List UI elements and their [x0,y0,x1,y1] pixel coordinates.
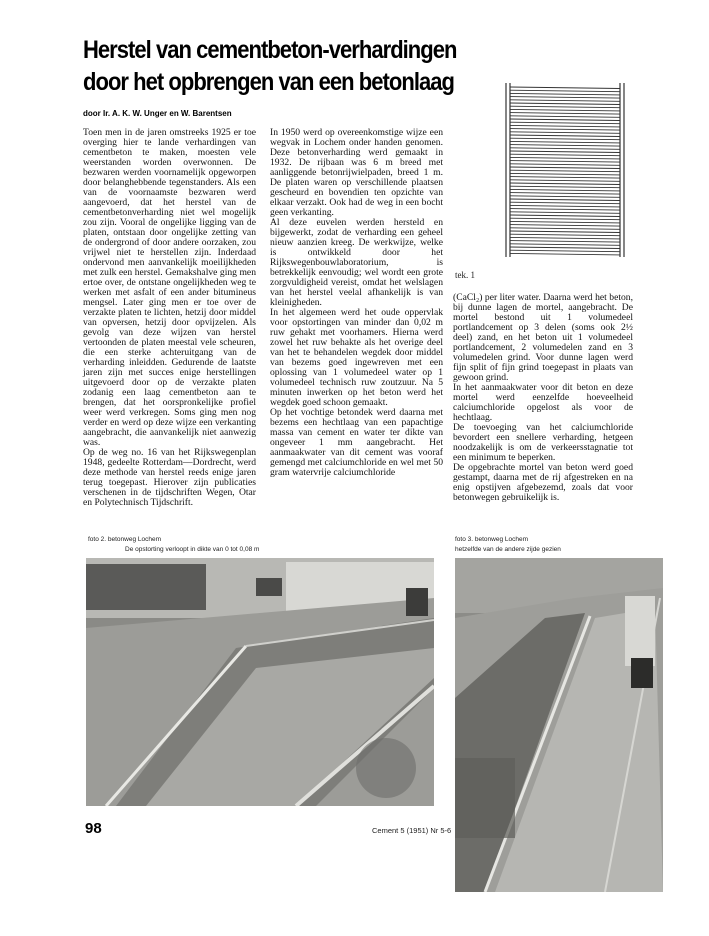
hatch-line [510,154,620,156]
text-column-3 [453,293,633,503]
hatch-line [510,244,620,246]
hatch-line [510,122,620,124]
paragraph: De toevoeging van het calciumchloride bevordert een snellere verharding, hetgeen noodzakelijk is om de verkeersstagnatie tot een minimum te beperken. [453,422,633,463]
hatch-line [510,170,620,172]
hatch-line [510,167,620,169]
hatch-line [510,164,620,166]
photo-2-caption-line-2: De opstorting verloopt in dikte van 0 tot 0,08 m [125,546,260,553]
hatch-line [510,202,620,204]
hatch-line [510,180,620,182]
hatch-line [510,234,620,236]
hatch-line [510,177,620,179]
paragraph: In 1950 werd op overeenkomstige wijze een wegvak in Lochem onder handen genomen. Deze betonverharding werd gemaakt in 1932. De rijbaan was 6 m breed met aanliggende betonrijwielpaden, breed 1 m. De platen waren op verschillende plaatsen gescheurd en bovendien ten opzichte van elkaar verzakt. Ook had de weg in een bocht geen verkanting. [270,127,443,218]
hatch-line [510,97,620,99]
hatch-line [510,250,620,252]
paragraph: Op het vochtige betondek werd daarna met bezems een hechtlaag van een papachtige massa van cement en water ter dikte van ongeveer 1 mm aangebracht. Het aanmaakwater van dit cement was vooraf gemengd met calciumchloride en wel met 50 gram watervrije calciumchloride [270,407,443,478]
hatch-line [510,106,620,108]
page-number: 98 [85,820,102,837]
photo-2-caption-line-1: foto 2. betonweg Lochem [88,536,161,543]
hatch-line [510,241,620,243]
hatch-line [510,189,620,191]
hatch-line [510,125,620,127]
figure-1-drawing [496,81,638,259]
hatch-line [510,205,620,207]
paragraph: (CaCl₂) per liter water. Daarna werd het beton, bij dunne lagen de mortel, aangebracht. De mortel bestond uit 1 volumedeel portlandcement op 3 delen (soms ook 2½ deel) zand, en het beton uit 1 volumedeel portlandcement, 2 volumedelen zand en 3 volumedelen grind. Voor dunne lagen werd fijn split of fijn grind toegepast in plaats van gewoon grind. [453,292,633,383]
figure-1-label: tek. 1 [455,270,475,280]
hatch-line [510,199,620,201]
hatch-line [510,135,620,137]
article-title [83,34,457,98]
hatch-line [510,100,620,102]
hatch-line [510,212,620,214]
hatch-line [510,138,620,140]
hatch-line [510,103,620,105]
hatch-line [510,228,620,230]
hatch-line [510,186,620,188]
hatch-line [510,113,620,115]
hatch-line [510,119,620,121]
hatch-line [510,196,620,198]
hatch-line [510,161,620,163]
paragraph: Al deze euvelen werden hersteld en bijgewerkt, zodat de verharding een geheel nieuw aanzien kreeg. De werkwijze, welke is ontwikkeld door het Rijkswegenbouwlaboratorium, is betrekkelijk eenvoudig; wel wordt een grote zorgvuldigheid vereist, omdat het welslagen van het herstel veelal afhankelijk is van kleinigheden. [270,217,443,308]
hatch-line [510,148,620,150]
title-line-1: Herstel van cementbeton-verhardingen [83,36,457,64]
photo-3-road-repair [455,558,663,892]
hatch-line [510,87,620,89]
paragraph: Toen men in de jaren omstreeks 1925 er toe overging hier te lande verhardingen van cementbeton te maken, moesten vele weerstanden worden overwonnen. De bezwaren werden voornamelijk opgeworpen door belanghebbende tegenstanders. Als een van de voornaamste bezwaren werd aangevoerd, dat het herstel van de cementbetonverharding niet wel mogelijk zou zijn. Vooral de ongelijke ligging van de platen, ontstaan door ongelijke zetting van de ondergrond of door andere oorzaken, zou vrijwel niet te herstellen zijn. Inderdaad ondervond men aanvankelijk moeilijkheden met zulk een herstel. Gemakshalve ging men ertoe over, de ontstane ongelijkheden weg te werken met asfalt of een ander bitumineus mengsel. Later ging men er toe over de verzakte platen te lichten, hetzij door middel van opversen, hetzij door opvijzelen. Als gevolg van deze wijzen van herstel vertoonden de platen meestal vele scheuren, die een sterke achteruitgang van de verharding inleidden. Gedurende de laatste jaren zijn met succes enige herstellingen uitgevoerd door op de verzakte platen zodanig een laag cementbeton aan te brengen, dat het oorspronkelijke profiel weer werd verkregen. Soms ging men nog verder en werd op deze wijze een verkanting aangebracht, die aanvankelijk niet aanwezig was. [83,127,256,448]
text-column-1 [83,128,256,508]
paragraph: Op de weg no. 16 van het Rijkswegenplan 1948, gedeelte Rotterdam—Dordrecht, werd deze methode van herstel reeds enige jaren terug toegepast. Hierover zijn publicaties verschenen in de tijdschriften Wegen, Otar en Polytechnisch Tijdschrift. [83,447,256,508]
hatch-line [510,225,620,227]
photo-3-caption-line-2: hetzelfde van de andere zijde gezien [455,546,561,553]
hatch-line [510,173,620,175]
hatch-line [510,253,620,255]
hatch-line [510,151,620,153]
title-line-2: door het opbrengen van een betonlaag [83,68,454,96]
hatch-line [510,237,620,239]
hatch-line [510,132,620,134]
hatch-line [510,231,620,233]
hatch-line [510,129,620,131]
hatch-line [510,90,620,92]
paragraph: In het algemeen werd het oude oppervlak voor opstortingen van minder dan 0,02 m ruw gehakt met voorhamers. Hierna werd zowel het ruw behakte als het overige deel van het te behandelen wegdek door middel van bezems goed ingewreven met een oplossing van 1 volumedeel water op 1 volumedeel technisch ruw zoutzuur. Na 5 minuten inwerken op het beton werd het wegdek goed schoon gemaakt. [270,307,443,408]
hatch-line [510,209,620,211]
photo-2-road-repair [86,558,434,806]
photo-3-caption-line-1: foto 3. betonweg Lochem [455,536,528,543]
hatch-line [510,109,620,111]
paragraph: De opgebrachte mortel van beton werd goed gestampt, daarna met de rij afgestreken en na enig opstijven afgebezemd, zoals dat voor betonwegen gebruikelijk is. [453,462,633,503]
text-column-2 [270,128,443,478]
hatch-line [510,221,620,223]
paragraph: In het aanmaakwater voor dit beton en deze mortel werd eenzelfde hoeveelheid calciumchloride opgelost als voor de hechtlaag. [453,382,633,423]
hatch-line [510,247,620,249]
journal-reference: Cement 5 (1951) Nr 5-6 [372,826,452,835]
hatch-line [510,145,620,147]
hatch-line [510,157,620,159]
hatch-line [510,141,620,143]
hatch-line [510,93,620,95]
hatch-line [510,218,620,220]
hatch-line [510,183,620,185]
hatch-line [510,193,620,195]
hatch-line [510,116,620,118]
article-authors: door Ir. A. K. W. Unger en W. Barentsen [83,109,232,118]
hatch-line [510,215,620,217]
